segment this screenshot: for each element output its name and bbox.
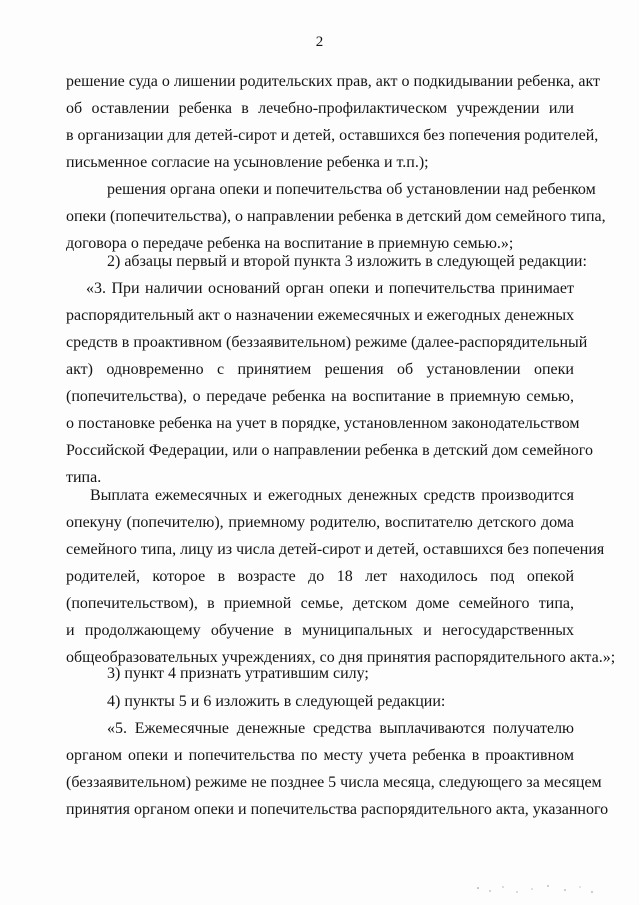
text-line: (беззаявительном) режиме не позднее 5 числа месяца, следующего за месяцем xyxy=(66,774,602,791)
paragraph-clause-3 xyxy=(66,275,593,491)
paragraph-amendment-4 xyxy=(66,688,574,715)
text-line: распорядительный акт о назначении ежемесячных и ежегодных денежных xyxy=(66,307,575,324)
page-number: 2 xyxy=(315,34,324,50)
text-line: Российской Федерации, или о направлении ребенка в детский дом семейного xyxy=(66,442,593,459)
text-line: письменное согласие на усыновление ребенка и т.п.); xyxy=(66,154,429,171)
text-line: средств в проактивном (беззаявительном) режиме (далее-распорядительный xyxy=(66,334,588,351)
paragraph-amendment-2 xyxy=(66,248,587,275)
text-line: о постановке ребенка на учет в порядке, установленном законодательством xyxy=(66,415,580,432)
text-line: 4) пункты 5 и 6 изложить в следующей редакции: xyxy=(107,693,446,710)
text-line: принятия органом опеки и попечительства распорядительного акта, указанного xyxy=(66,801,609,818)
text-line: «3. При наличии оснований орган опеки и попечительства принимает xyxy=(86,280,574,297)
text-line: родителей, которое в возрасте до 18 лет находилось под опекой xyxy=(66,568,574,585)
paragraph-guardianship-decisions xyxy=(66,176,606,257)
text-line: 3) пункт 4 признать утратившим силу; xyxy=(107,665,369,682)
text-line: акт) одновременно с принятием решения об установлении опеки xyxy=(66,361,574,378)
text-line: решения органа опеки и попечительства об установлении над ребенком xyxy=(107,181,596,198)
text-line: типа. xyxy=(66,469,102,486)
text-line: опекуну (попечителю), приемному родителю, воспитателю детского дома xyxy=(66,514,574,531)
paragraph-continuation xyxy=(66,68,601,176)
text-line: в организации для детей-сирот и детей, оставшихся без попечения родителей, xyxy=(66,127,599,144)
paragraph-amendment-3 xyxy=(66,660,574,687)
text-line: (попечительством), в приемной семье, детском доме семейного типа, xyxy=(66,595,574,612)
text-line: Выплата ежемесячных и ежегодных денежных средств производится xyxy=(90,487,574,504)
text-line: «5. Ежемесячные денежные средства выплачиваются получателю xyxy=(107,720,574,737)
text-line: об оставлении ребенка в лечебно-профилактическом учреждении или xyxy=(66,100,574,117)
text-line: решение суда о лишении родительских прав, акт о подкидывании ребенка, акт xyxy=(66,73,601,90)
text-line: органом опеки и попечительства по месту учета ребенка в проактивном xyxy=(66,747,574,764)
text-line: семейного типа, лицу из числа детей-сирот и детей, оставшихся без попечения xyxy=(66,541,605,558)
paragraph-clause-5 xyxy=(66,715,609,823)
text-line: (попечительства), о передаче ребенка на воспитание в приемную семью, xyxy=(66,388,574,405)
text-line: и продолжающему обучение в муниципальных и негосударственных xyxy=(66,622,574,639)
paragraph-payment xyxy=(66,482,616,671)
text-line: договора о передаче ребенка на воспитание в приемную семью.»; xyxy=(66,235,514,252)
text-line: общеобразовательных учреждениях, со дня принятия распорядительного акта.»; xyxy=(66,649,616,666)
text-line: опеки (попечительства), о направлении ребенка в детский дом семейного типа, xyxy=(66,208,606,225)
scan-noise xyxy=(470,878,600,898)
text-line: 2) абзацы первый и второй пункта 3 изложить в следующей редакции: xyxy=(107,253,587,270)
